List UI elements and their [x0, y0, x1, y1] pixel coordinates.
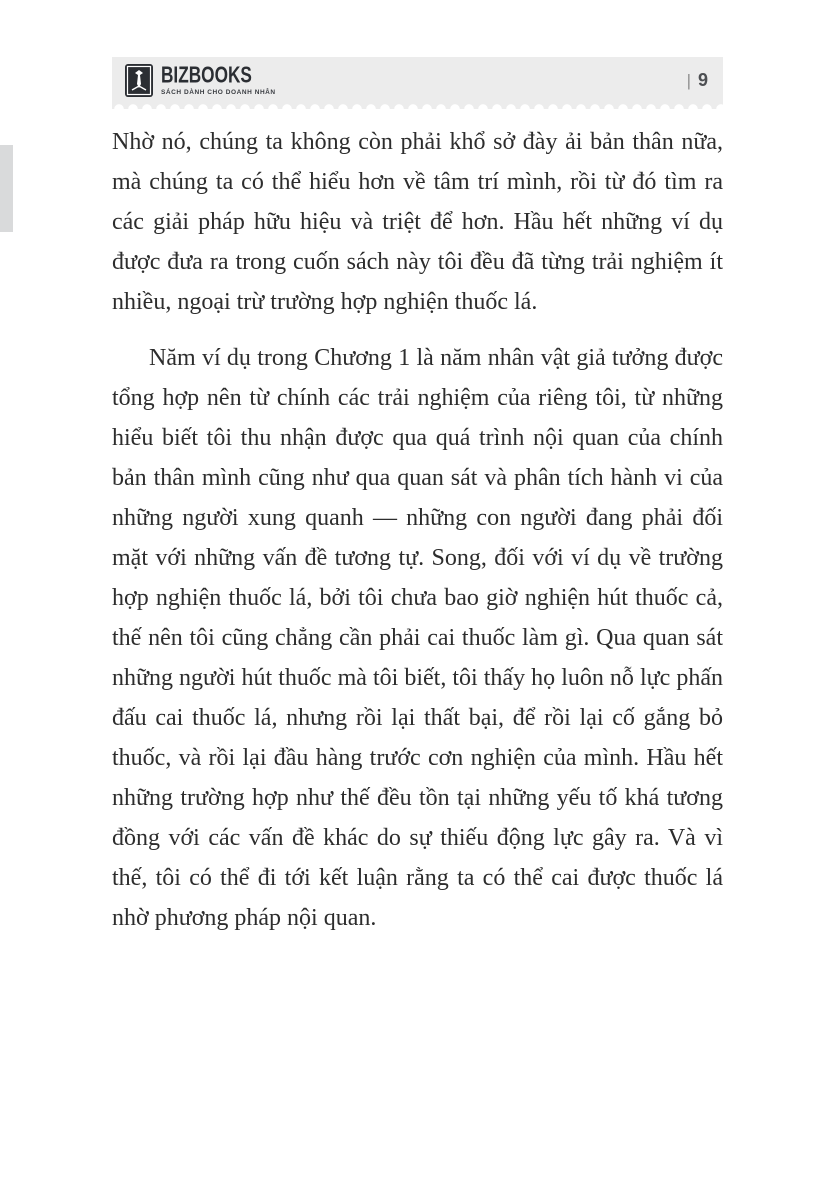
logo-name: BIZBOOKS: [161, 62, 252, 88]
page-number: 9: [697, 70, 708, 90]
page-number-separator: |: [686, 70, 691, 90]
body-paragraph-1: Nhờ nó, chúng ta không còn phải khổ sở đày ải bản thân nữa, mà chúng ta có thể hiểu hơn về tâm trí mình, rồi từ đó tìm ra các giải pháp hữu hiệu và triệt để hơn. Hầu hết những ví dụ được đưa ra trong cuốn sách này tôi đều đã từng trải nghiệm ít nhiều, ngoại trừ trường hợp nghiện thuốc lá.: [112, 129, 723, 315]
body-text-block: [112, 122, 723, 938]
bizbooks-logo: [125, 64, 276, 97]
page-edge-tab: [0, 145, 13, 232]
bizbooks-logo-text: [161, 62, 276, 96]
body-paragraph-2: Năm ví dụ trong Chương 1 là năm nhân vật giả tưởng được tổng hợp nên từ chính các trải nghiệm của riêng tôi, từ những hiểu biết tôi thu nhận được qua quá trình nội quan của chính bản thân mình cũng như qua quan sát và phân tích hành vi của những người xung quanh — những con người đang phải đối mặt với những vấn đề tương tự. Song, đối với ví dụ về trường hợp nghiện thuốc lá, bởi tôi chưa bao giờ nghiện hút thuốc cả, thế nên tôi cũng chẳng cần phải cai thuốc làm gì. Qua quan sát những người hút thuốc mà tôi biết, tôi thấy họ luôn nỗ lực phấn đấu cai thuốc lá, nhưng rồi lại thất bại, để rồi lại cố gắng bỏ thuốc, và rồi lại đầu hàng trước cơn nghiện của mình. Hầu hết những trường hợp như thế đều tồn tại những yếu tố khá tương đồng với các vấn đề khác do sự thiếu động lực gây ra. Và vì thế, tôi có thể đi tới kết luận rằng ta có thể cai được thuốc lá nhờ phương pháp nội quan.: [112, 345, 723, 931]
bizbooks-logo-icon: [125, 64, 153, 97]
page-header: [112, 57, 723, 103]
logo-tagline: SÁCH DÀNH CHO DOANH NHÂN: [161, 88, 276, 96]
page-number-block: [687, 71, 708, 89]
